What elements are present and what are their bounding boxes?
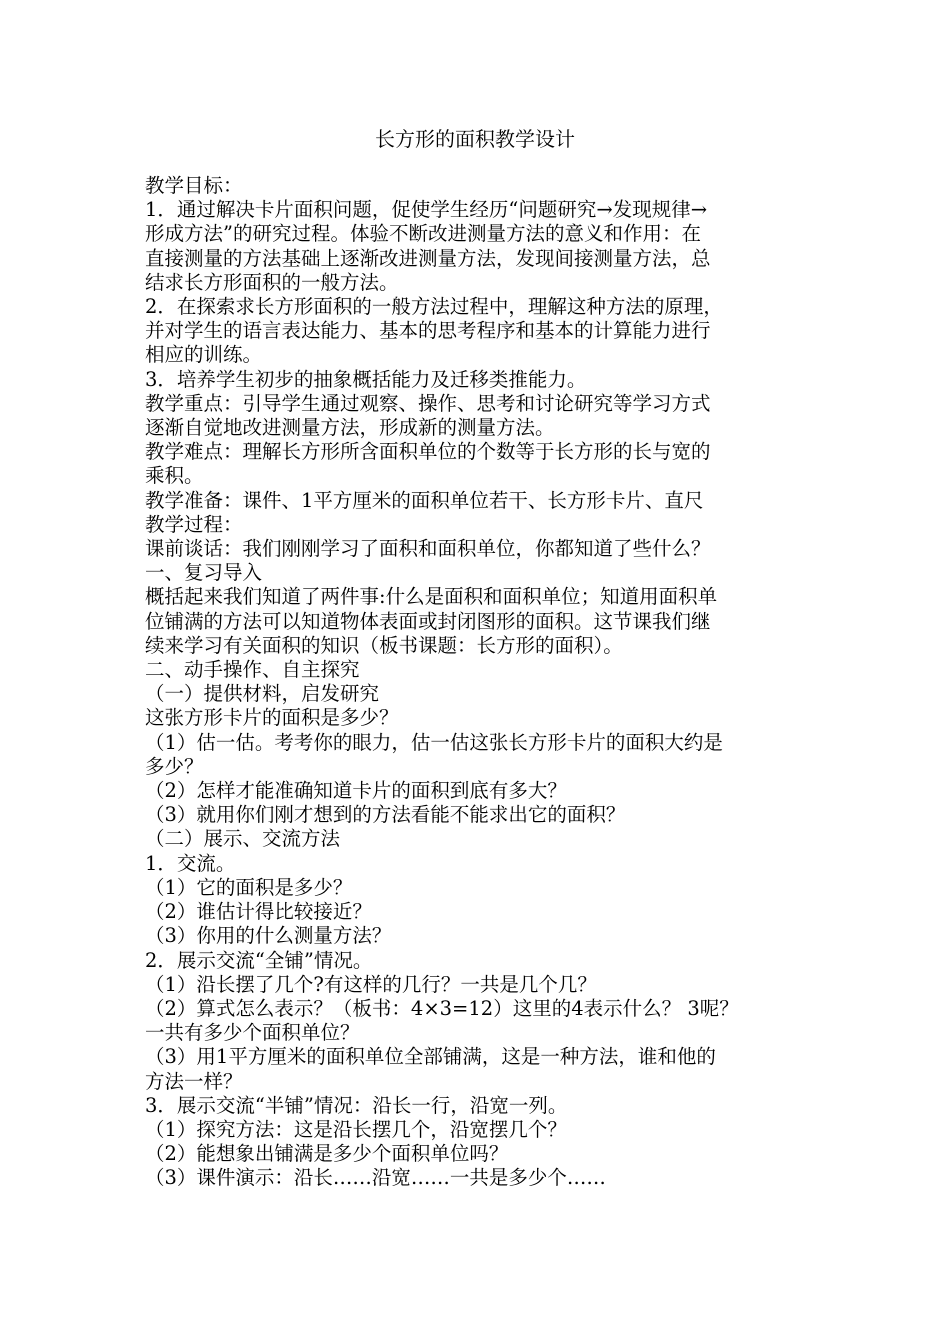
text-line: 方法一样？	[145, 1069, 243, 1093]
text-line: （2）谁估计得比较接近？	[145, 900, 372, 924]
text-line: 续来学习有关面积的知识（板书课题：长方形的面积）。	[145, 633, 623, 657]
text-line: 1．通过解决卡片面积问题，促使学生经历“问题研究→发现规律→	[145, 198, 708, 222]
text-line: （3）就用你们刚才想到的方法看能不能求出它的面积？	[145, 803, 626, 827]
text-line: 概括起来我们知道了两件事:什么是面积和面积单位；知道用面积单	[145, 585, 718, 609]
text-line: 直接测量的方法基础上逐渐改进测量方法，发现间接测量方法，总	[145, 246, 711, 270]
text-line: 多少？	[145, 754, 204, 778]
document-body	[145, 174, 815, 1191]
text-line: （1）估一估。考考你的眼力，估一估这张长方形卡片的面积大约是	[145, 730, 723, 754]
text-line: 二、动手操作、自主探究	[145, 658, 360, 682]
text-line: （2）怎样才能准确知道卡片的面积到底有多大？	[145, 779, 567, 803]
text-line: （一）提供材料，启发研究	[145, 682, 380, 706]
text-line: （1）沿长摆了几个?有这样的几行？一共是几个几？	[145, 972, 597, 996]
text-line: 1．交流。	[145, 851, 236, 875]
text-line: （1）它的面积是多少？	[145, 875, 353, 899]
text-line: 位铺满的方法可以知道物体表面或封闭图形的面积。这节课我们继	[145, 609, 711, 633]
text-line: 3．展示交流“半铺”情况：沿长一行，沿宽一列。	[145, 1093, 568, 1117]
text-line: 一共有多少个面积单位？	[145, 1021, 360, 1045]
text-line: 2．在探索求长方形面积的一般方法过程中，理解这种方法的原理，	[145, 295, 723, 319]
text-line: 形成方法”的研究过程。体验不断改进测量方法的意义和作用：在	[145, 222, 701, 246]
text-line: 逐渐自觉地改进测量方法，形成新的测量方法。	[145, 416, 555, 440]
text-line: 教学过程：	[145, 512, 243, 536]
document-title: 长方形的面积教学设计	[375, 127, 575, 151]
text-line: 相应的训练。	[145, 343, 263, 367]
text-line: （二）展示、交流方法	[145, 827, 341, 851]
text-line: （2）算式怎么表示？（板书：4×3=12）这里的4表示什么？ 3呢？	[145, 996, 739, 1020]
text-line: （2）能想象出铺满是多少个面积单位吗？	[145, 1142, 509, 1166]
text-line: 一、复习导入	[145, 561, 263, 585]
text-line: 教学重点：引导学生通过观察、操作、思考和讨论研究等学习方式	[145, 391, 711, 415]
text-line: 并对学生的语言表达能力、基本的思考程序和基本的计算能力进行	[145, 319, 711, 343]
text-line: 教学难点：理解长方形所含面积单位的个数等于长方形的长与宽的	[145, 440, 711, 464]
text-line: 结求长方形面积的一般方法。	[145, 270, 399, 294]
text-line: （3）课件演示：沿长……沿宽……一共是多少个……	[145, 1166, 606, 1190]
text-line: 教学目标：	[145, 174, 243, 197]
text-line: 2．展示交流“全铺”情况。	[145, 948, 373, 972]
text-line: （3）用1平方厘米的面积单位全部铺满，这是一种方法，谁和他的	[145, 1045, 716, 1069]
text-line: 这张方形卡片的面积是多少？	[145, 706, 399, 730]
text-line: 课前谈话：我们刚刚学习了面积和面积单位，你都知道了些什么？	[145, 537, 711, 561]
text-line: 3．培养学生初步的抽象概括能力及迁移类推能力。	[145, 367, 587, 391]
text-line: 乘积。	[145, 464, 204, 488]
text-line: 教学准备：课件、1平方厘米的面积单位若干、长方形卡片、直尺	[145, 488, 704, 512]
text-line: （3）你用的什么测量方法？	[145, 924, 392, 948]
text-line: （1）探究方法：这是沿长摆几个，沿宽摆几个？	[145, 1117, 567, 1141]
